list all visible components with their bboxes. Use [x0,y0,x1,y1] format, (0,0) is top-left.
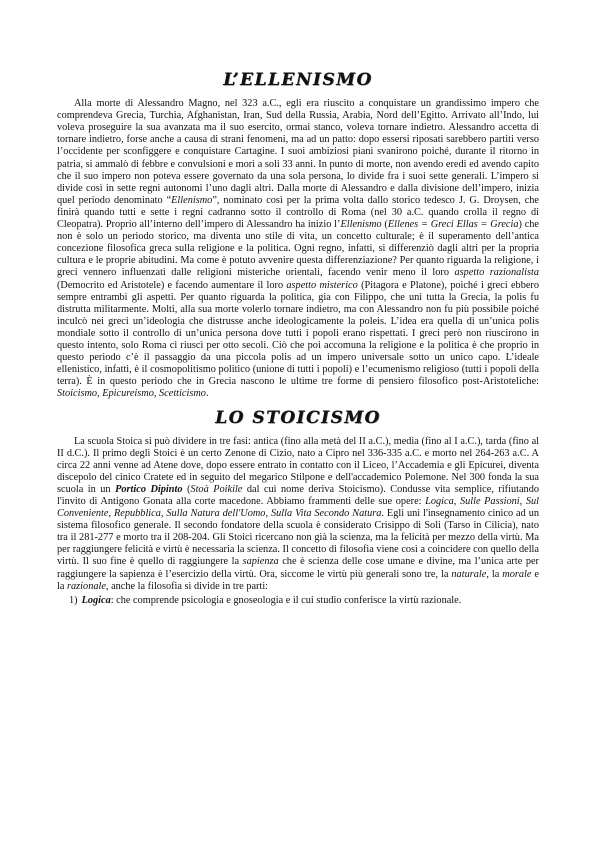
section2-run: Logica [425,496,454,507]
section1-run: ”, nominato così per la prima volta dallo storico tedesco J. G. Droysen, che finirà quando tutti e sette i regni cadranno sotto il controllo di Roma (nel 30 a.C. quando crolla il regno di Cleopatra). Proprio all’interno dell’impero di Alessandro ha inizio l’ [57,194,539,231]
section1-run: Ellenes = Greci Ellas = Grecia [387,219,519,231]
section1-run: (Pitagora e Platone), poiché i greci ebbero sempre entrambi gli aspetti. Per quanto riguarda la politica, gia con Filippo, che unì tutta la Grecia, la polis fu distrutta militarmente. Molti, alla sua morte volerlo tornare indietro, ma con Alessandro non fu più possibile poiché inculcò nei greci un’ideologia che distrusse anche ideologicamente la poleis. L’idea era quella di un’unica polis mondiale sotto il controllo di un’unica persona dove tutti i popoli erano rispettati. I greci però non riuscirono in questo intento, solo Roma ci riuscì per otto secoli. Ciò che poi accomuna la religione e la politica è che proprio in questo periodo c’è il passaggio da una piccola polis ad un impero universale sotto un unico capo. L’ideale ellenistico, infatti, è il cosmopolitismo politico (unione di tutti i popoli) e l’ecumenismo religioso (tutti i popoli della terra). È in questo periodo che in Grecia nascono le ultime tre forme di pensiero filosofico post-Aristoteliche: [57,279,539,388]
section2-run: naturale [451,568,487,580]
section2-run: sapienza [242,556,279,568]
philosophy-parts-list [69,595,539,607]
paragraph-stoicismo [57,436,539,593]
section2-run: Repubblica [113,508,161,520]
section2-run: Sulla Vita Secondo Natura [270,508,382,520]
section1-run: Epicureismo [102,388,154,400]
section2-run: , [453,496,460,507]
section2-run: Sulle Passioni [459,496,520,507]
section2-run: morale [502,568,532,580]
section2-run: dal cui nome deriva Stoicismo). Condusse vita semplice, rifiutando l'invito di Antigono Gonata alla corte macedone. Abbiamo frammenti delle sue opere: [57,483,539,507]
section1-run: aspetto razionalista [454,267,539,279]
section1-run: , [153,388,160,400]
section2-run: , [265,508,271,520]
section2-run: . Egli unì l'insegnamento cinico ad un sistema filosofico generale. Il secondo fondatore della scuola è considerato Crisippo di Soli (Tarso in Cilicia), nato tra il 281-277 e morto tra il 208-204. Gli Stoici ricercano non già la scienza, ma la felicità per mezzo della virtù. Ma per raggiungere felicità e virtù è necessaria la scienza. Il concetto di filosofia viene così a coincidere con quello della virtù. Il suo fine è quello di raggiungere la [57,508,539,568]
section2-run: , la [486,568,503,580]
section2-run: e la [57,568,539,592]
section2-run: Stoà Poikile [190,483,243,495]
section1-run: aspetto misterico [286,279,358,291]
document-page [57,66,539,607]
section2-run: , [108,508,114,520]
section2-run: che è scienza delle cose umane e divine, ma l’unica arte per raggiungere la sapienza è l’esercizio della virtù. Ora, siccome le virtù più generali sono tre, la [57,556,539,580]
section2-run: Sulla Natura dell'Uomo [166,508,266,520]
list-item [69,595,539,607]
section2-run: Sul Conveniente [57,496,539,520]
list-item-term: Logica [81,594,111,606]
section1-run: (Democrito ed Aristotele) e facendo aumentare il loro [57,279,287,291]
section1-run: ( [381,219,388,231]
section1-run: , [97,388,103,400]
section-title-ellenismo: L’ELLENISMO [223,70,373,90]
section1-run: . [205,388,209,400]
section1-run: Scetticismo [159,388,206,400]
section2-run: La scuola Stoica si può dividere in tre fasi: antica (fino alla metà del II a.C.), media (fino al I a.C.), tarda (fino al II d.C.). Il primo degli Stoici è un certo Zenone di Cizio, nato a Cipro nel 336-335 a.C. e morto nel 264-263 a.C. A circa 22 anni venne ad Atene dove, dopo essere entrato in contatto con il Liceo, l’Accademia e gli Epicurei, diventa discepolo del cinico Cratete ed in seguito del megarico Stilpone e dell'accademico Polemone. Nel 300 fonda la sua scuola in un [57,435,539,495]
list-item-number: 1) [69,594,78,606]
section2-run: ( [182,483,191,495]
paragraph-ellenismo [57,98,539,400]
section1-run: Stoicismo [57,388,98,400]
section2-run: , [160,508,167,520]
section2-run: razionale [67,580,106,592]
section1-run: Ellenismo [171,194,213,206]
section2-run: , [519,496,526,507]
section2-run: Portico Dipinto [115,483,183,495]
section-title-stoicismo: LO STOICISMO [215,408,381,429]
section2-run: , anche la filosofia si divide in tre parti: [105,580,269,592]
section1-run: ) che non è solo un periodo storico, ma diventa uno stile di vita, un concetto culturale; è il superamento dell’antica concezione filosofica greca sulla religione e la politica. Ogni regno, infatti, si differenziò dagli altri per la propria cultura e le proprie abitudini. Ma come è potuto avvenire questa differenziazione? Per quanto riguarda la religione, i greci vennero influenzati dalle religioni misteriche orientali, facendo venir meno il loro [57,219,539,279]
section1-run: Ellenismo [340,219,382,231]
section1-run: Alla morte di Alessandro Magno, nel 323 a.C., egli era riuscito a conquistare un grandissimo impero che comprendeva Grecia, Turchia, Afghanistan, Iran, Sud della Russia, Arabia, Nord dell’Egitto. Arrivato all’Indo, lui voleva proseguire la sua avanzata ma il suo esercito, ormai stanco, voleva tornare indietro. Alessandro accettа di tornare indietro, forse anche a causa di strani fenomeni, ma ad un patto: dopo essersi riposati sarebbero partiti verso l’occidente per sconfiggere e conquistare Cartagine. I suoi ambiziosi piani svanirono poiché, durante il ritorno in patria, si ammalò di febbre e convulsioni e morì a soli 33 anni. In punto di morte, non avendo eredi ed avendo capito che il suo impero non poteva essere governato da una sola persona, lo divide fra i suoi sette generali. L’impero si divide così in sette regni autonomi l’uno dagli altri. Dalla morte di Alessandro e dalla divisione dell’impero, inizia quel periodo denominato “ [57,98,539,206]
list-item-text: : che comprende psicologia e gnoseologia e il cui studio conferisce la virtù razionale. [110,594,462,606]
